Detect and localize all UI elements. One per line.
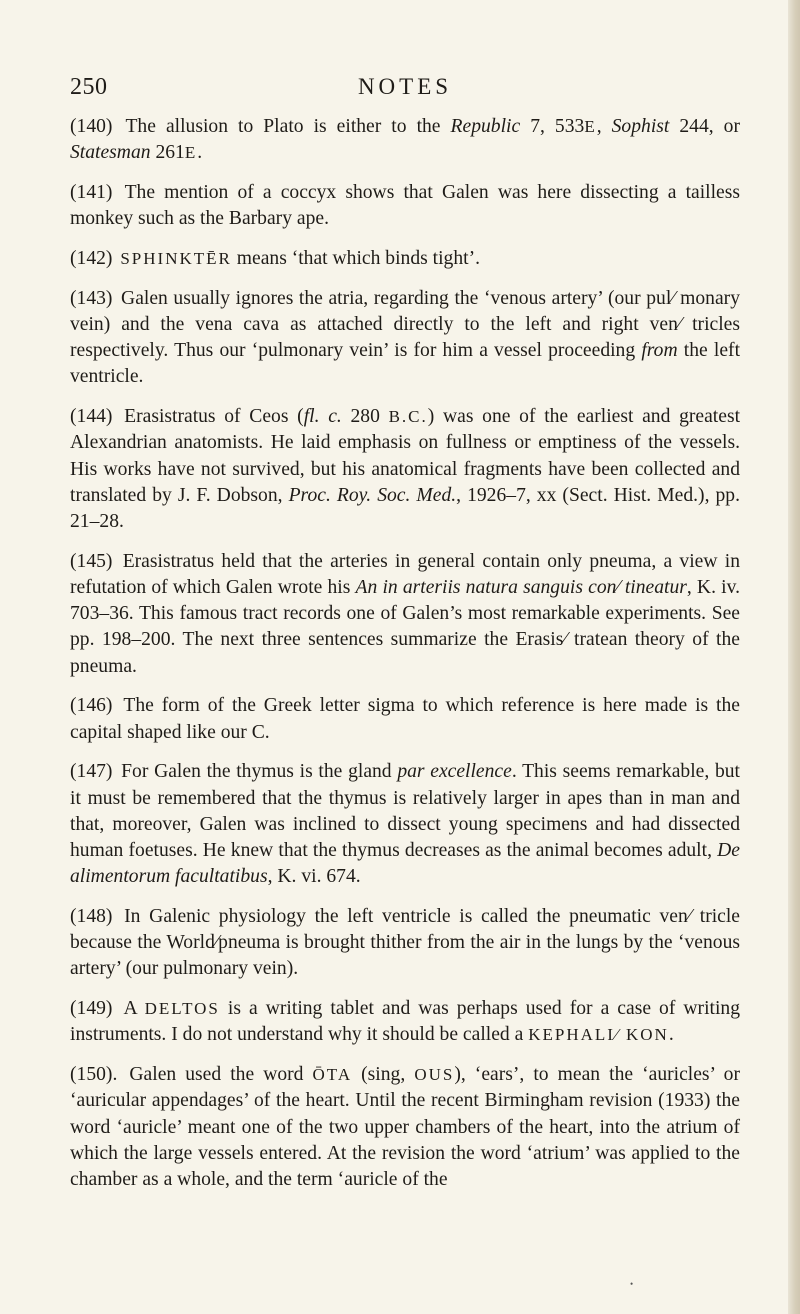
note-number: (149): [70, 998, 121, 1020]
italic-text: Proc. Roy. Soc. Med.: [288, 484, 457, 506]
note-text: 261: [150, 142, 185, 164]
page-mark: •: [630, 1279, 634, 1289]
italic-text: Sophist: [611, 116, 670, 137]
note-text: For Galen the thymus is the gland: [121, 761, 398, 783]
note-text: Erasistratus of Ceos (: [124, 406, 304, 428]
note-text: , K. vi. 674.: [267, 866, 361, 888]
page-header: [70, 74, 740, 106]
italic-text: Statesman: [70, 142, 151, 164]
page-number: 250: [70, 74, 108, 100]
note-number: (141): [70, 182, 122, 203]
notes-list: [70, 114, 740, 1207]
note-text: .: [668, 1024, 674, 1046]
italic-text: fl. c.: [303, 406, 342, 428]
note-140: [70, 114, 740, 166]
note-text: Galen usually ignores the atria, regarding the ‘venous artery’ (our pul⁄ monary vein) and the vena cava as attached directly to the left and right ven⁄ tricles respectively. Thus our ‘pulmonary vein’ is for him a vessel proceeding: [70, 287, 740, 362]
note-number: (143): [70, 287, 119, 309]
note-142: [70, 246, 740, 272]
note-144: [70, 404, 740, 535]
note-number: (142): [70, 248, 118, 269]
small-caps-text: OUS: [414, 1065, 455, 1085]
note-150: [70, 1062, 740, 1193]
small-caps-text: B.C.: [388, 407, 428, 427]
note-146: [70, 693, 740, 745]
note-text: . This seems remarkable, but it must be remembered that the thymus is relatively larger in apes than in man and that, moreover, Galen was inclined to dissect young specimens and had dissected human foetuses. He knew that the thymus decreases as the animal becomes adult,: [70, 761, 740, 862]
running-head: NOTES: [357, 74, 453, 99]
page-edge-shadow: [788, 0, 800, 1314]
small-caps-text: DELTOS: [144, 999, 220, 1019]
note-text: ), ‘ears’, to mean the ‘auricles’ or ‘auricular appendages’ of the heart. Until the recent Birmingham revision (1933) the word ‘auricle’ meant one of the two upper chambers of the heart, into the atrium of which the large vessels entered. At the revision the word ‘atrium’ was applied to the chamber as a whole, and the term ‘auricle of the: [70, 1064, 741, 1191]
note-text: , 1926–7, xx (Sect. Hist. Med.), pp. 21–28.: [70, 484, 740, 533]
note-149: [70, 996, 740, 1048]
note-147: [70, 759, 740, 890]
note-text: In Galenic physiology the left ventricle is called the pneumatic ven⁄ tricle because the World⁄pneuma is brought thither from the air in the lungs by the ‘venous artery’ (our pulmonary vein).: [70, 906, 741, 980]
note-number: (150).: [70, 1064, 127, 1086]
small-caps-text: E: [584, 117, 597, 136]
note-text: A: [123, 998, 145, 1020]
note-148: [70, 904, 740, 983]
note-text: 280: [341, 406, 389, 428]
note-text: Galen used the word: [129, 1064, 313, 1086]
note-text: The form of the Greek letter sigma to which reference is here made is the capital shaped like our C.: [70, 695, 740, 743]
note-text: ,: [596, 116, 612, 137]
note-text: is a writing tablet and was perhaps used for a case of writing instruments. I do not understand why it should be called a: [70, 998, 741, 1046]
italic-text: par excellence: [397, 761, 512, 783]
note-text: ) was one of the earliest and greatest Alexandrian anatomists. He laid emphasis on fullness or emptiness of the vessels. His works have not survived, but his anatomical fragments have been collected and translated by J. F. Dobson,: [70, 406, 741, 506]
note-number: (146): [70, 695, 121, 717]
note-text: the left ventricle.: [70, 340, 741, 388]
note-text: , K. iv. 703–36. This famous tract records one of Galen’s most remarkable experiments. See pp. 198–200. The next three sentences summarize the Erasis⁄ tratean theory of the pneuma.: [70, 577, 740, 677]
small-caps-text: ŌTA: [312, 1065, 353, 1085]
small-caps-text: SPHINKTĒR: [120, 249, 232, 268]
small-caps-text: E: [184, 143, 198, 163]
note-number: (140): [70, 116, 123, 137]
italic-text: Republic: [450, 116, 521, 137]
note-number: (145): [70, 550, 120, 572]
note-number: (144): [70, 406, 122, 428]
note-text: 244, or: [669, 116, 740, 137]
italic-text: De alimentorum facultatibus: [70, 840, 740, 888]
italic-text: An in arteriis natura sanguis con⁄ tineatur: [355, 577, 687, 599]
note-text: Erasistratus held that the arteries in general contain only pneuma, a view in refutation of which Galen wrote his: [70, 550, 741, 599]
note-text: 7, 533: [520, 116, 585, 137]
note-145: [70, 549, 740, 680]
note-141: [70, 180, 740, 232]
small-caps-text: KEPHALI⁄ KON: [528, 1025, 669, 1045]
italic-text: from: [641, 340, 678, 362]
note-number: (147): [70, 761, 119, 783]
note-text: The mention of a coccyx shows that Galen was here dissecting a tailless monkey such as the Barbary ape.: [70, 182, 740, 230]
note-143: [70, 286, 740, 391]
note-text: means ‘that which binds tight’.: [231, 248, 481, 269]
note-text: (sing,: [352, 1064, 415, 1086]
note-text: .: [197, 142, 203, 164]
note-number: (148): [70, 906, 122, 928]
note-text: The allusion to Plato is either to the: [125, 116, 451, 137]
